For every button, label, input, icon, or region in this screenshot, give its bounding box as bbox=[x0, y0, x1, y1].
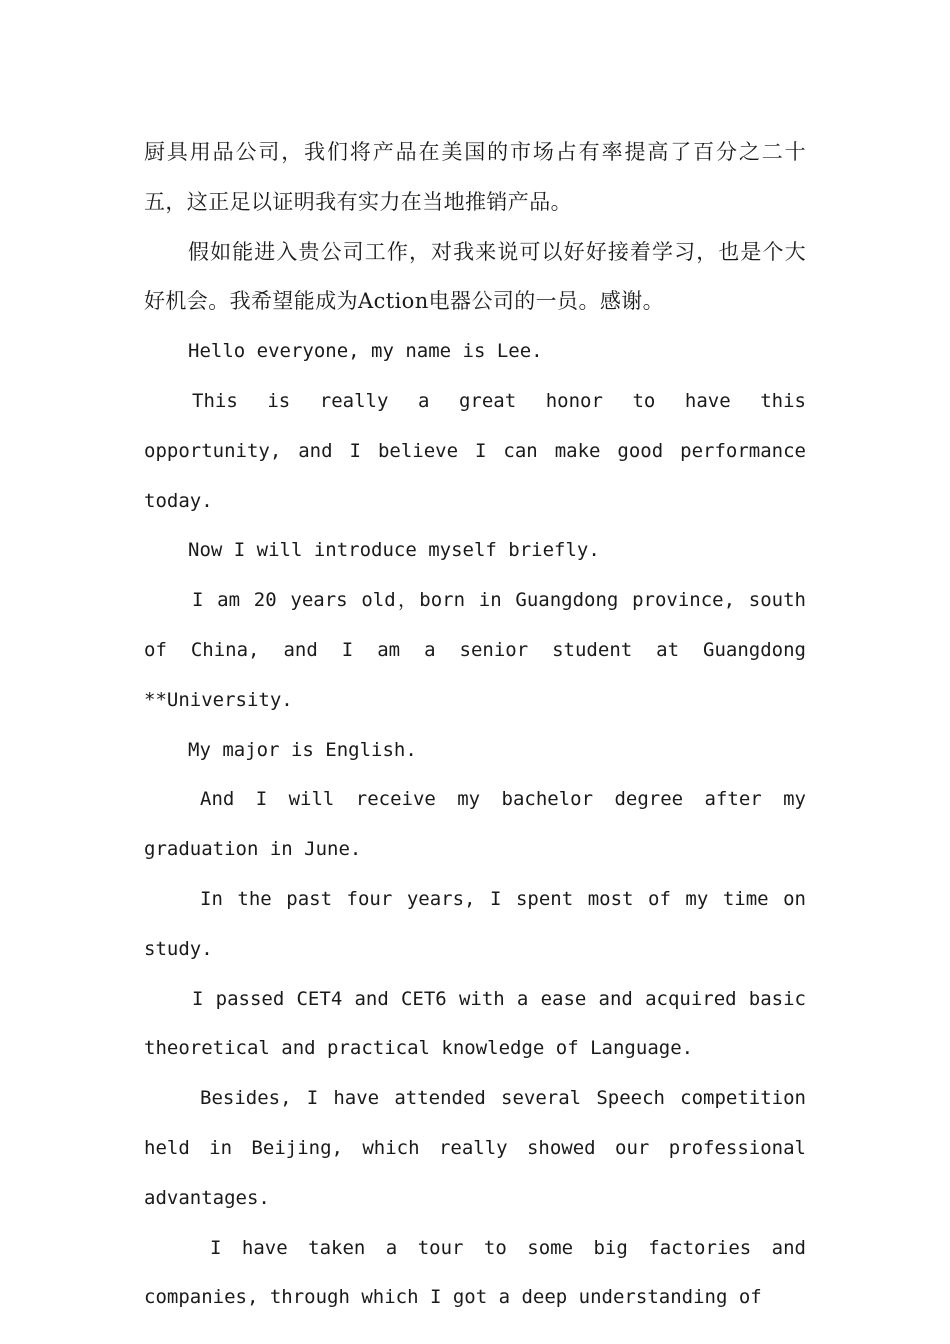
paragraph-tour: I have taken a tour to some big factories and companies, through which I got a deep understanding of bbox=[144, 1236, 806, 1309]
document-body bbox=[144, 128, 806, 1323]
paragraph-introduce: Now I will introduce myself briefly. bbox=[188, 539, 600, 562]
paragraph-study: In the past four years, I spent most of my time on study. bbox=[144, 887, 806, 960]
paragraph-greeting: Hello everyone, my name is Lee. bbox=[188, 340, 543, 363]
paragraph-major: My major is English. bbox=[188, 738, 417, 761]
paragraph-competition: Besides, I have attended several Speech competition held in Beijing, which really showed our professional advantages. bbox=[144, 1087, 806, 1209]
paragraph-cet: I passed CET4 and CET6 with a ease and acquired basic theoretical and practical knowledge of Language. bbox=[144, 987, 806, 1060]
paragraph-application-cn: 假如能进入贵公司工作，对我来说可以好好接着学习，也是个大好机会。我希望能成为Action电器公司的一员。感谢。 bbox=[144, 239, 806, 314]
paragraph-honor: This is really a great honor to have this opportunity, and I believe I can make good performance today. bbox=[144, 389, 806, 512]
paragraph-degree: And I will receive my bachelor degree after my graduation in June. bbox=[144, 788, 806, 861]
paragraph-continuation-cn: 厨具用品公司，我们将产品在美国的市场占有率提高了百分之二十五，这正足以证明我有实力在当地推销产品。 bbox=[144, 140, 806, 214]
paragraph-age-origin: I am 20 years old，born in Guangdong province, south of China, and I am a senior student at Guangdong **University. bbox=[144, 589, 806, 711]
